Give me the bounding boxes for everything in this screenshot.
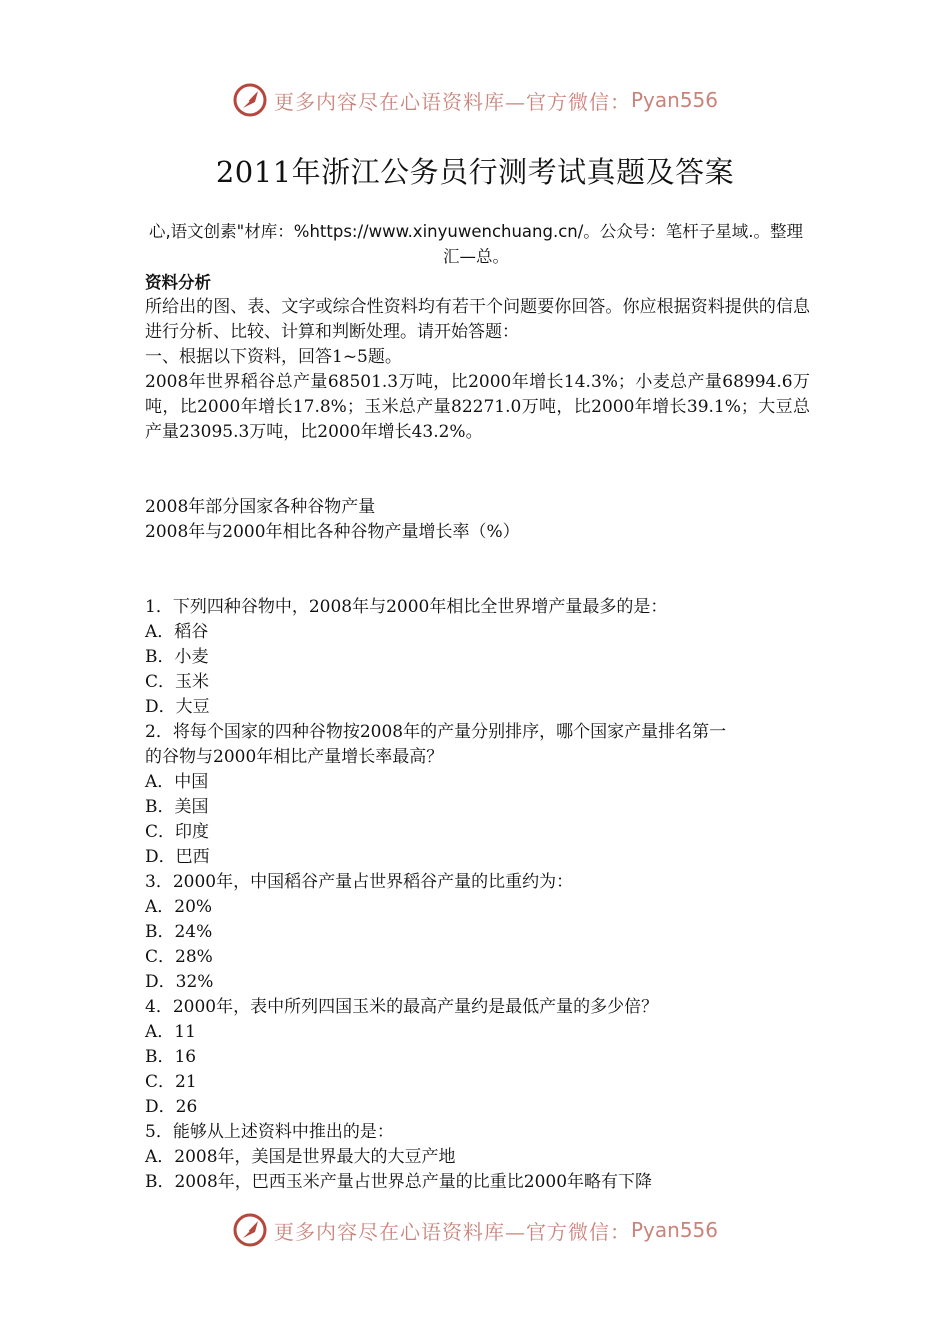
question-option: A．11 <box>145 1022 196 1042</box>
banner-wechat-id: Pyan556 <box>630 1218 718 1242</box>
question-option: A．稻谷 <box>145 622 209 642</box>
question-option: A．2008年，美国是世界最大的大豆产地 <box>145 1147 456 1167</box>
material-paragraph: 2008年世界稻谷总产量68501.3万吨，比2000年增长14.3%；小麦总产量68994.6万吨，比2000年增长17.8%；玉米总产量82271.0万吨，比2000年增长39.1%；大豆总产量23095.3万吨，比2000年增长43.2%。 <box>145 372 810 442</box>
banner-text: 更多内容尽在心语资料库—官方微信： <box>273 1219 631 1244</box>
banner-wechat-id: Pyan556 <box>630 88 718 112</box>
feather-pen-logo <box>232 82 268 118</box>
question-option: D．大豆 <box>145 697 210 717</box>
question-stem: 3．2000年，中国稻谷产量占世界稻谷产量的比重约为： <box>145 872 574 892</box>
question-option: D．32% <box>145 972 214 992</box>
banner-text: 更多内容尽在心语资料库—官方微信： <box>273 89 631 114</box>
page-title: 2011年浙江公务员行测考试真题及答案 <box>215 155 735 189</box>
spacer <box>145 445 810 495</box>
question-stem: 1．下列四种谷物中，2008年与2000年相比全世界增产量最多的是： <box>145 597 668 617</box>
question-stem-cont: 的谷物与2000年相比产量增长率最高？ <box>145 747 444 767</box>
spacer <box>145 545 810 595</box>
instruction-line: 一、根据以下资料，回答1~5题。 <box>145 347 402 367</box>
intro-paragraph: 所给出的图、表、文字或综合性资料均有若干个问题要你回答。你应根据资料提供的信息进行分析、比较、计算和判断处理。请开始答题： <box>145 297 810 342</box>
chart-title-1: 2008年部分国家各种谷物产量 <box>145 497 376 517</box>
question-option: A．中国 <box>145 772 209 792</box>
question-option: B．24% <box>145 922 213 942</box>
question-option: B．16 <box>145 1047 197 1067</box>
chart-title-2: 2008年与2000年相比各种谷物产量增长率（%） <box>145 522 520 542</box>
question-stem: 2．将每个国家的四种谷物按2008年的产量分别排序，哪个国家产量排名第一 <box>145 722 727 742</box>
question-option: D．巴西 <box>145 847 210 867</box>
document-body <box>145 270 810 1195</box>
question-option: C．21 <box>145 1072 197 1092</box>
footer-banner <box>0 1208 950 1252</box>
feather-pen-logo <box>232 1212 268 1248</box>
question-option: C．28% <box>145 947 213 967</box>
question-option: D．26 <box>145 1097 198 1117</box>
question-stem: 4．2000年，表中所列四国玉米的最高产量约是最低产量的多少倍？ <box>145 997 659 1017</box>
question-option: B．美国 <box>145 797 209 817</box>
question-option: C．印度 <box>145 822 210 842</box>
section-label: 资料分析 <box>145 273 211 292</box>
question-option: B．小麦 <box>145 647 209 667</box>
header-banner <box>0 78 950 122</box>
question-option: C．玉米 <box>145 672 210 692</box>
question-option: B．2008年，巴西玉米产量占世界总产量的比重比2000年略有下降 <box>145 1172 653 1192</box>
question-option: A．20% <box>145 897 213 917</box>
question-stem: 5．能够从上述资料中推出的是： <box>145 1122 394 1142</box>
source-note: 心,语文创素"材库：%https://www.xinyuwenchuang.cn/。公众号：笔杆子星域.。整理汇—总。 <box>148 222 804 266</box>
